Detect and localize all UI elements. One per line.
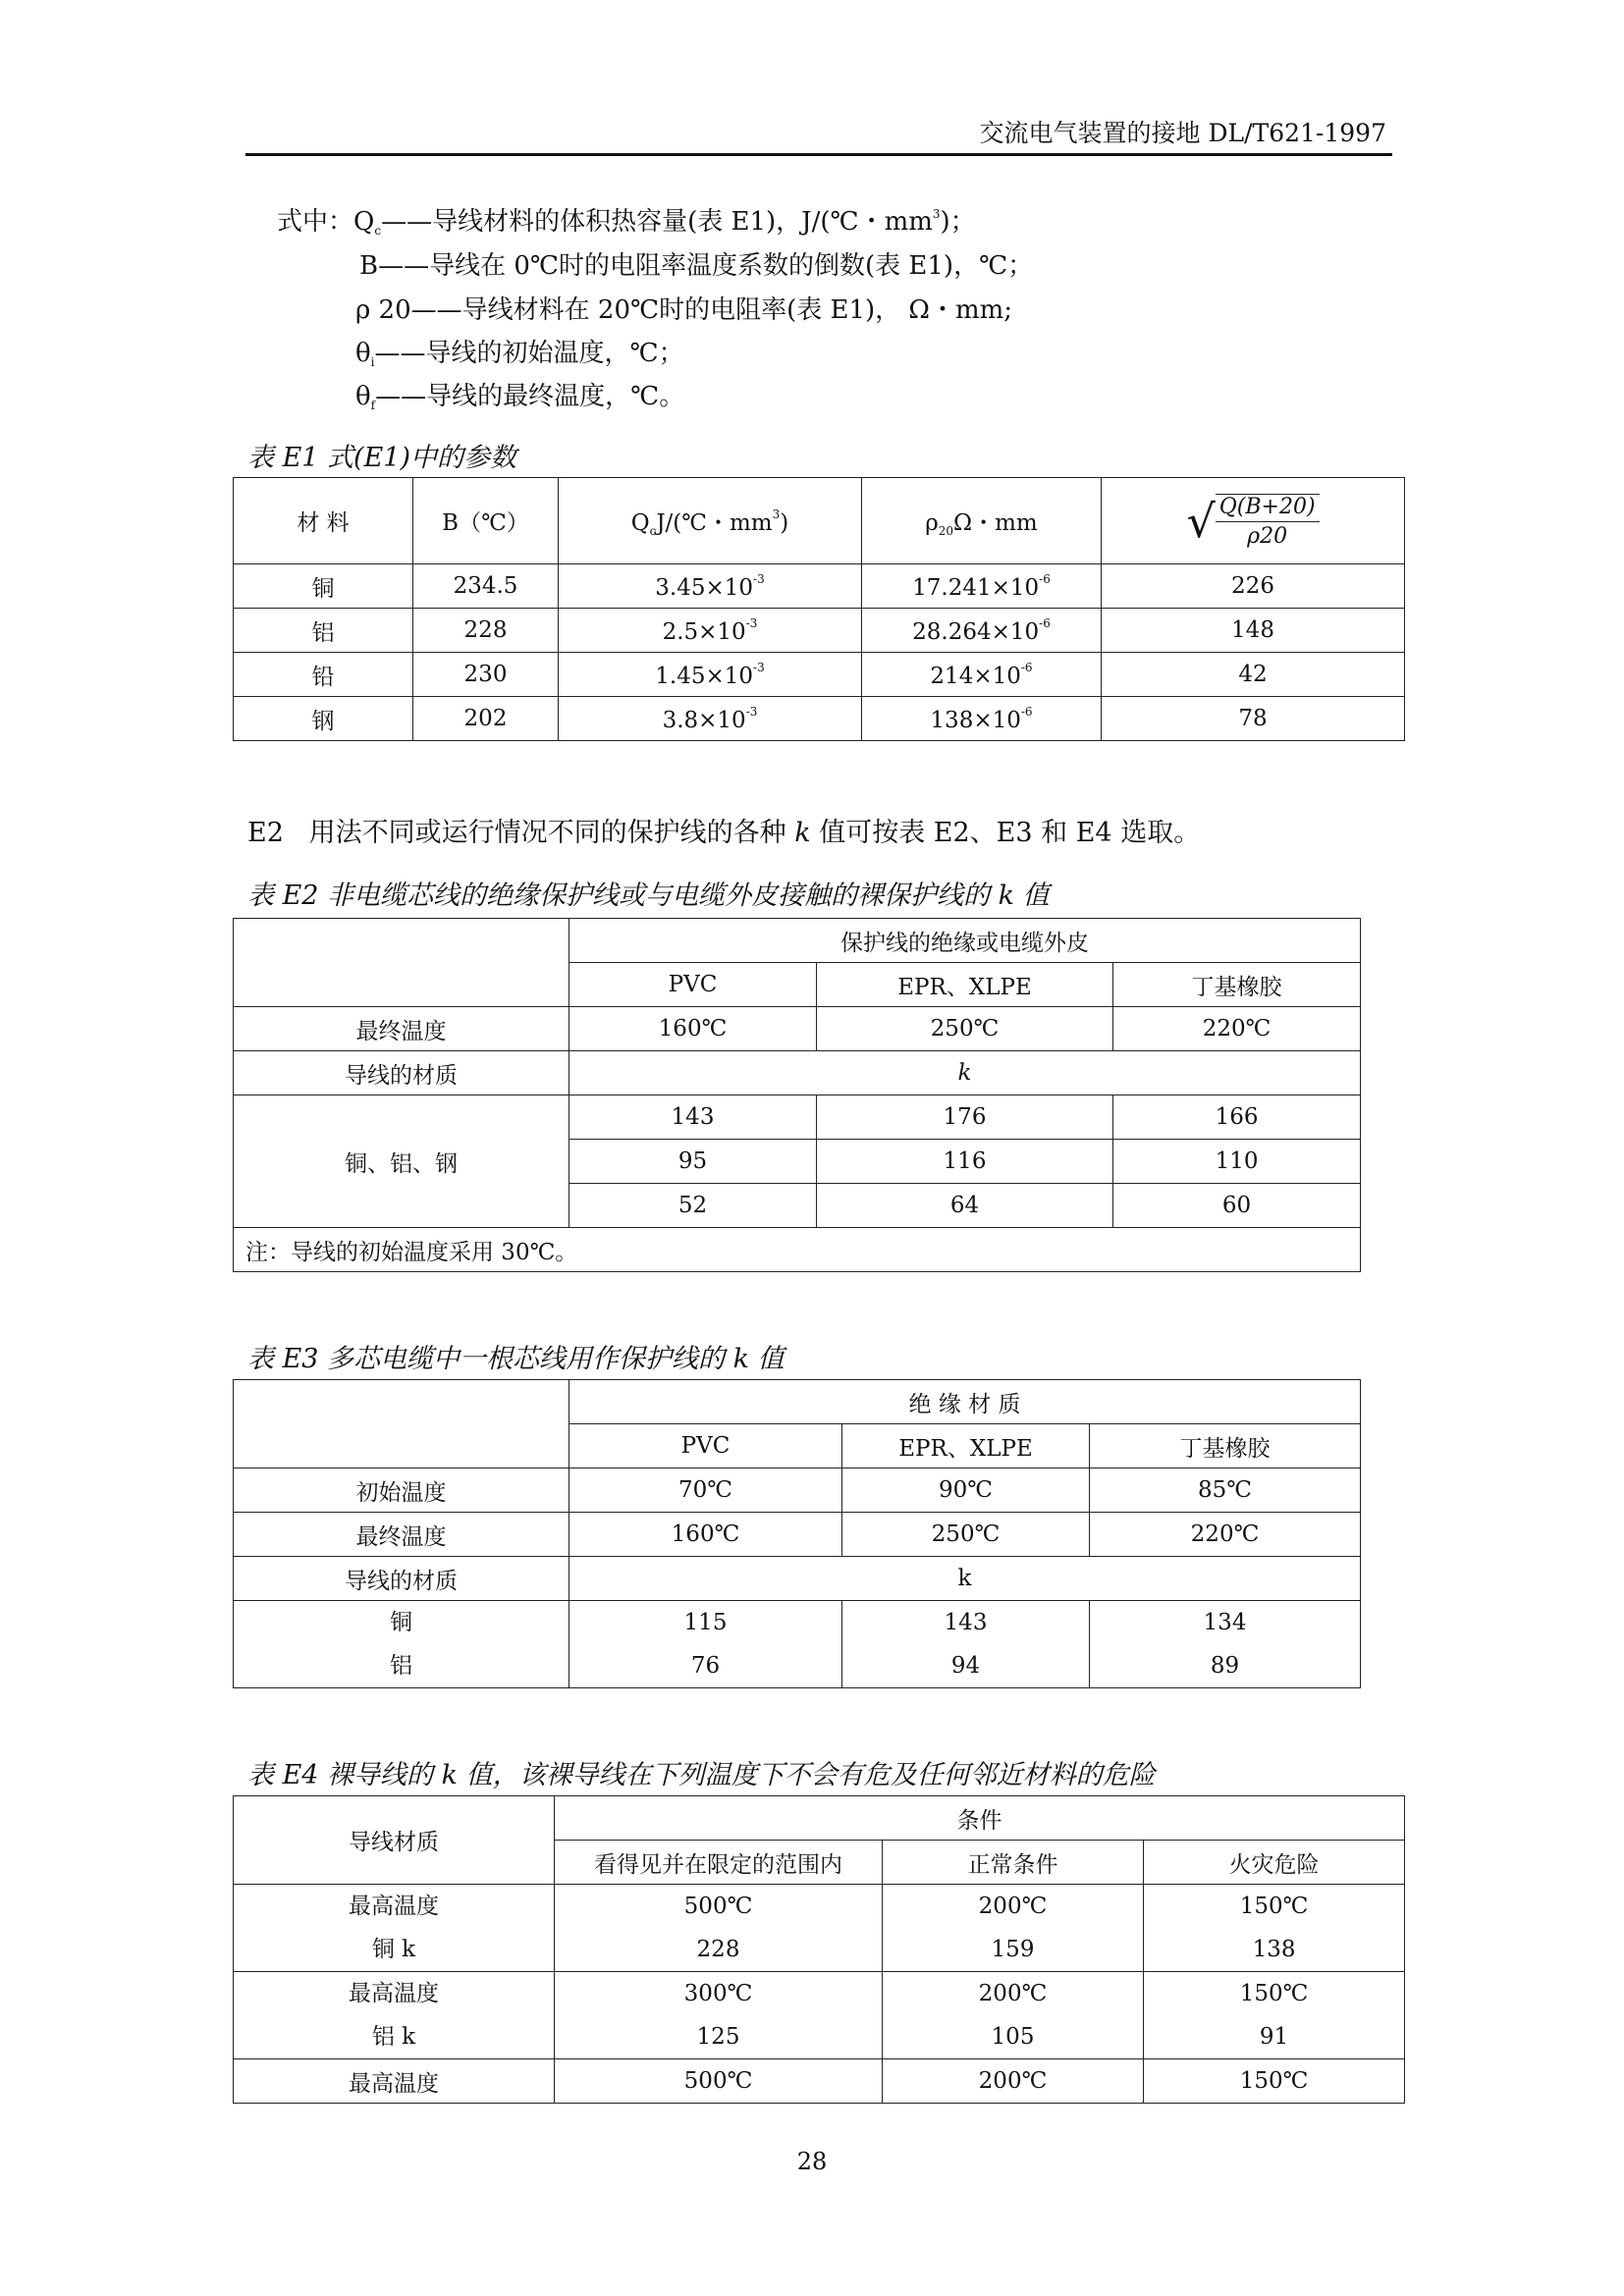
table-row: 铝 228 $2.5\times 10^{-3}$ $28.264\times 10^{-6}$ 148 [234, 609, 1405, 653]
e1-h-b: B（℃） [413, 478, 559, 564]
e2-note: 注：导线的初始温度采用 30℃。 [234, 1228, 1361, 1272]
e4-material-header: 导线材质 [234, 1796, 555, 1885]
table-row: 最高温度 500℃ 200℃ 150℃ [234, 2059, 1405, 2104]
table-e4: 导线材质 条件 看得见并在限定的范围内 正常条件 火灾危险 最高温度 铜 k 500℃ 228 200℃ 159 150℃ 138 最高温度 铝 k 300℃ 125 200℃ 105 150℃ 91 最高温度 500℃ 200℃ 150℃ [233, 1795, 1405, 2104]
table-row: 导线的材质 k [234, 1051, 1361, 1095]
e1-h-qc: $Q_cJ/(℃$・$mm^3$) [559, 478, 862, 564]
sqrt-denominator: ρ20 [1247, 523, 1288, 549]
e2-group-header: 保护线的绝缘或电缆外皮 [569, 919, 1361, 963]
e4-group-header: 条件 [555, 1796, 1405, 1841]
e1-h-material: 材 料 [234, 478, 413, 564]
sqrt-numerator: Q(B+20) [1216, 495, 1320, 522]
where-intro: 式中： [277, 207, 354, 237]
table-e2-caption: 表 E2 非电缆芯线的绝缘保护线或与电缆外皮接触的裸保护线的 k 值 [247, 881, 1050, 911]
table-e3-caption: 表 E3 多芯电缆中一根芯线用作保护线的 k 值 [247, 1344, 785, 1374]
where-line-1: 式中：$Q_c——$导线材料的体积热容量(表 E1)，J/(℃・$mm^3$)； [277, 207, 976, 238]
table-e1 [233, 477, 1405, 741]
where-line-5: $\theta_f——$导线的最终温度，℃。 [355, 382, 685, 412]
table-e1-header-row [234, 478, 1405, 564]
table-row: 导线的材质 k [234, 1557, 1361, 1601]
table-row: 52 64 60 [234, 1184, 1361, 1228]
table-e3: 绝 缘 材 质 PVC EPR、XLPE 丁基橡胶 初始温度 70℃ 90℃ 85℃ 最终温度 160℃ 250℃ 220℃ 导线的材质 k 铜 铝 115 76 143 94 134 89 [233, 1379, 1361, 1688]
e1-h-sqrt-formula [1102, 478, 1405, 564]
table-row: 铜 234.5 $3.45\times 10^{-3}$ $17.241\times 10^{-6}$ 226 [234, 564, 1405, 609]
where-line-3: ρ 20——导线材料在 20℃时的电阻率(表 E1)， Ω・mm; [355, 295, 1013, 325]
table-row: 铜、铝、钢 143 176 166 [234, 1095, 1361, 1140]
table-e2: 保护线的绝缘或电缆外皮 PVC EPR、XLPE 丁基橡胶 最终温度 160℃ 250℃ 220℃ 导线的材质 k 铜、铝、钢 143 176 166 95 116 110 52 64 60 注：导线的初始温度采用 30℃。 [233, 918, 1361, 1272]
sqrt-sign: √ [1186, 494, 1216, 548]
table-e1-caption: 表 E1 式(E1)中的参数 [247, 443, 517, 473]
table-row: 95 116 110 [234, 1140, 1361, 1184]
table-row: 铅 230 $1.45\times 10^{-3}$ $214\times 10^{-6}$ 42 [234, 653, 1405, 697]
table-row: 最高温度 铝 k 300℃ 125 200℃ 105 150℃ 91 [234, 1972, 1405, 2059]
where-line-2: B——导线在 0℃时的电阻率温度系数的倒数(表 E1)，℃； [359, 251, 1034, 281]
page-number: 28 [796, 2148, 828, 2175]
table-row: 最终温度 160℃ 250℃ 220℃ [234, 1007, 1361, 1051]
section-e2-text: E2 用法不同或运行情况不同的保护线的各种 k 值可按表 E2、E3 和 E4 选取。 [247, 818, 1201, 848]
table-row: 初始温度 70℃ 90℃ 85℃ [234, 1468, 1361, 1513]
e1-h-rho: $\rho_{20}\Omega$・mm [862, 478, 1102, 564]
page-header [245, 110, 1392, 156]
e3-group-header: 绝 缘 材 质 [569, 1380, 1361, 1424]
table-row: 铜 铝 115 76 143 94 134 89 [234, 1601, 1361, 1688]
where-line-4: $\theta_i——$导线的初始温度，℃； [355, 339, 684, 369]
table-row: 钢 202 $3.8\times 10^{-3}$ $138\times 10^{-6}$ 78 [234, 697, 1405, 741]
header-title: 交流电气装置的接地 DL/T621-1997 [979, 119, 1386, 147]
table-row: 最终温度 160℃ 250℃ 220℃ [234, 1513, 1361, 1557]
table-row: 最高温度 铜 k 500℃ 228 200℃ 159 150℃ 138 [234, 1885, 1405, 1972]
table-e4-caption: 表 E4 裸导线的 k 值，该裸导线在下列温度下不会有危及任何邻近材料的危险 [247, 1760, 1156, 1790]
